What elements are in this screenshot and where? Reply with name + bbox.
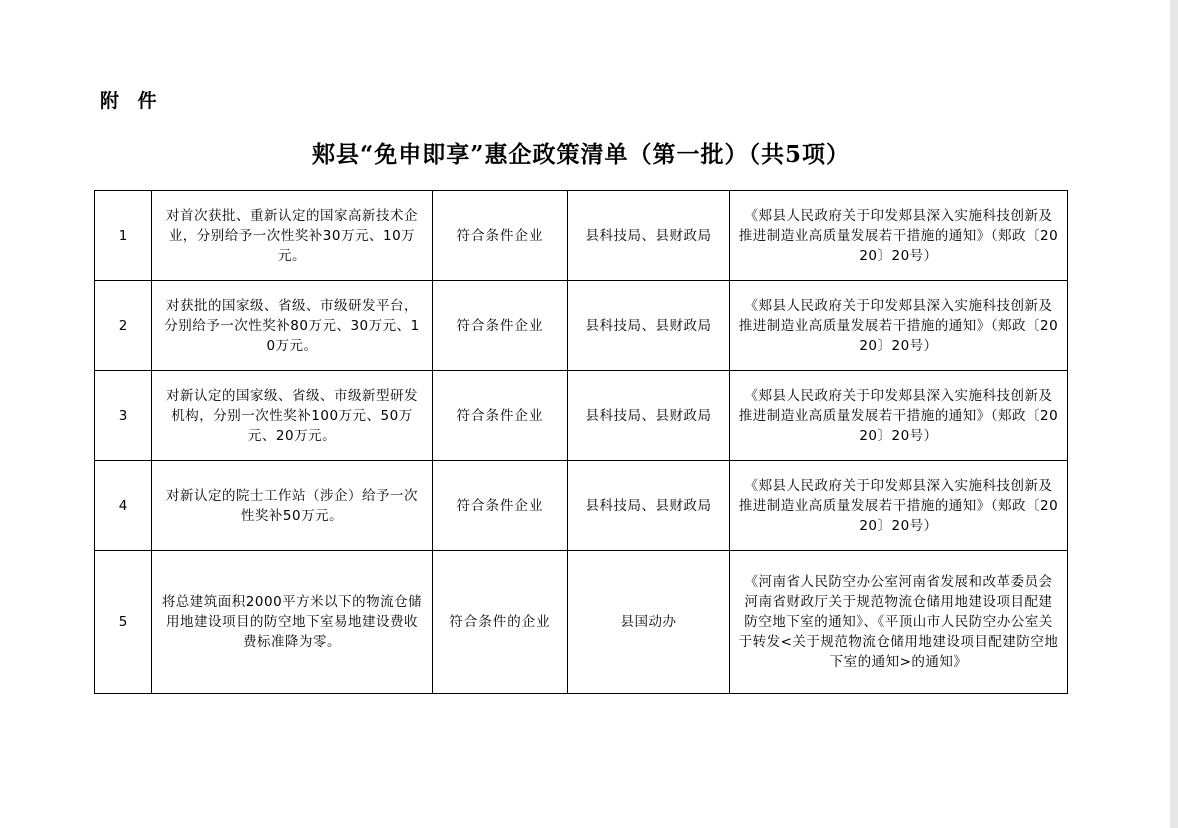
table-row (95, 281, 1068, 371)
page-edge (1170, 0, 1178, 828)
row-number: 4 (95, 461, 152, 551)
policy-target: 符合条件的企业 (433, 551, 568, 694)
policy-target: 符合条件企业 (433, 191, 568, 281)
policy-target: 符合条件企业 (433, 461, 568, 551)
policy-basis: 《郏县人民政府关于印发郏县深入实施科技创新及推进制造业高质量发展若干措施的通知》（郏政〔2020〕20号） (730, 191, 1068, 281)
responsible-department: 县科技局、县财政局 (568, 461, 730, 551)
responsible-department: 县科技局、县财政局 (568, 371, 730, 461)
policy-basis: 《郏县人民政府关于印发郏县深入实施科技创新及推进制造业高质量发展若干措施的通知》（郏政〔2020〕20号） (730, 281, 1068, 371)
policy-basis: 《河南省人民防空办公室河南省发展和改革委员会河南省财政厅关于规范物流仓储用地建设项目配建防空地下室的通知》、《平顶山市人民防空办公室关于转发<关于规范物流仓储用地建设项目配建防空地下室的通知>的通知》 (730, 551, 1068, 694)
annex-label: 附 件 (100, 90, 163, 112)
table-row (95, 191, 1068, 281)
policy-table (94, 190, 1068, 694)
policy-content: 对获批的国家级、省级、市级研发平台，分别给予一次性奖补80万元、30万元、10万元。 (152, 281, 433, 371)
policy-content: 将总建筑面积2000平方米以下的物流仓储用地建设项目的防空地下室易地建设费收费标准降为零。 (152, 551, 433, 694)
responsible-department: 县科技局、县财政局 (568, 191, 730, 281)
policy-content: 对新认定的国家级、省级、市级新型研发机构，分别一次性奖补100万元、50万元、20万元。 (152, 371, 433, 461)
row-number: 5 (95, 551, 152, 694)
policy-content: 对新认定的院士工作站（涉企）给予一次性奖补50万元。 (152, 461, 433, 551)
row-number: 3 (95, 371, 152, 461)
row-number: 2 (95, 281, 152, 371)
policy-target: 符合条件企业 (433, 371, 568, 461)
row-number: 1 (95, 191, 152, 281)
policy-content: 对首次获批、重新认定的国家高新技术企业，分别给予一次性奖补30万元、10万元。 (152, 191, 433, 281)
policy-basis: 《郏县人民政府关于印发郏县深入实施科技创新及推进制造业高质量发展若干措施的通知》（郏政〔2020〕20号） (730, 371, 1068, 461)
table-row (95, 371, 1068, 461)
policy-target: 符合条件企业 (433, 281, 568, 371)
document-title: 郏县“免申即享”惠企政策清单（第一批）（共5项） (312, 141, 850, 168)
responsible-department: 县科技局、县财政局 (568, 281, 730, 371)
table-row (95, 461, 1068, 551)
table-row (95, 551, 1068, 694)
responsible-department: 县国动办 (568, 551, 730, 694)
policy-basis: 《郏县人民政府关于印发郏县深入实施科技创新及推进制造业高质量发展若干措施的通知》（郏政〔2020〕20号） (730, 461, 1068, 551)
